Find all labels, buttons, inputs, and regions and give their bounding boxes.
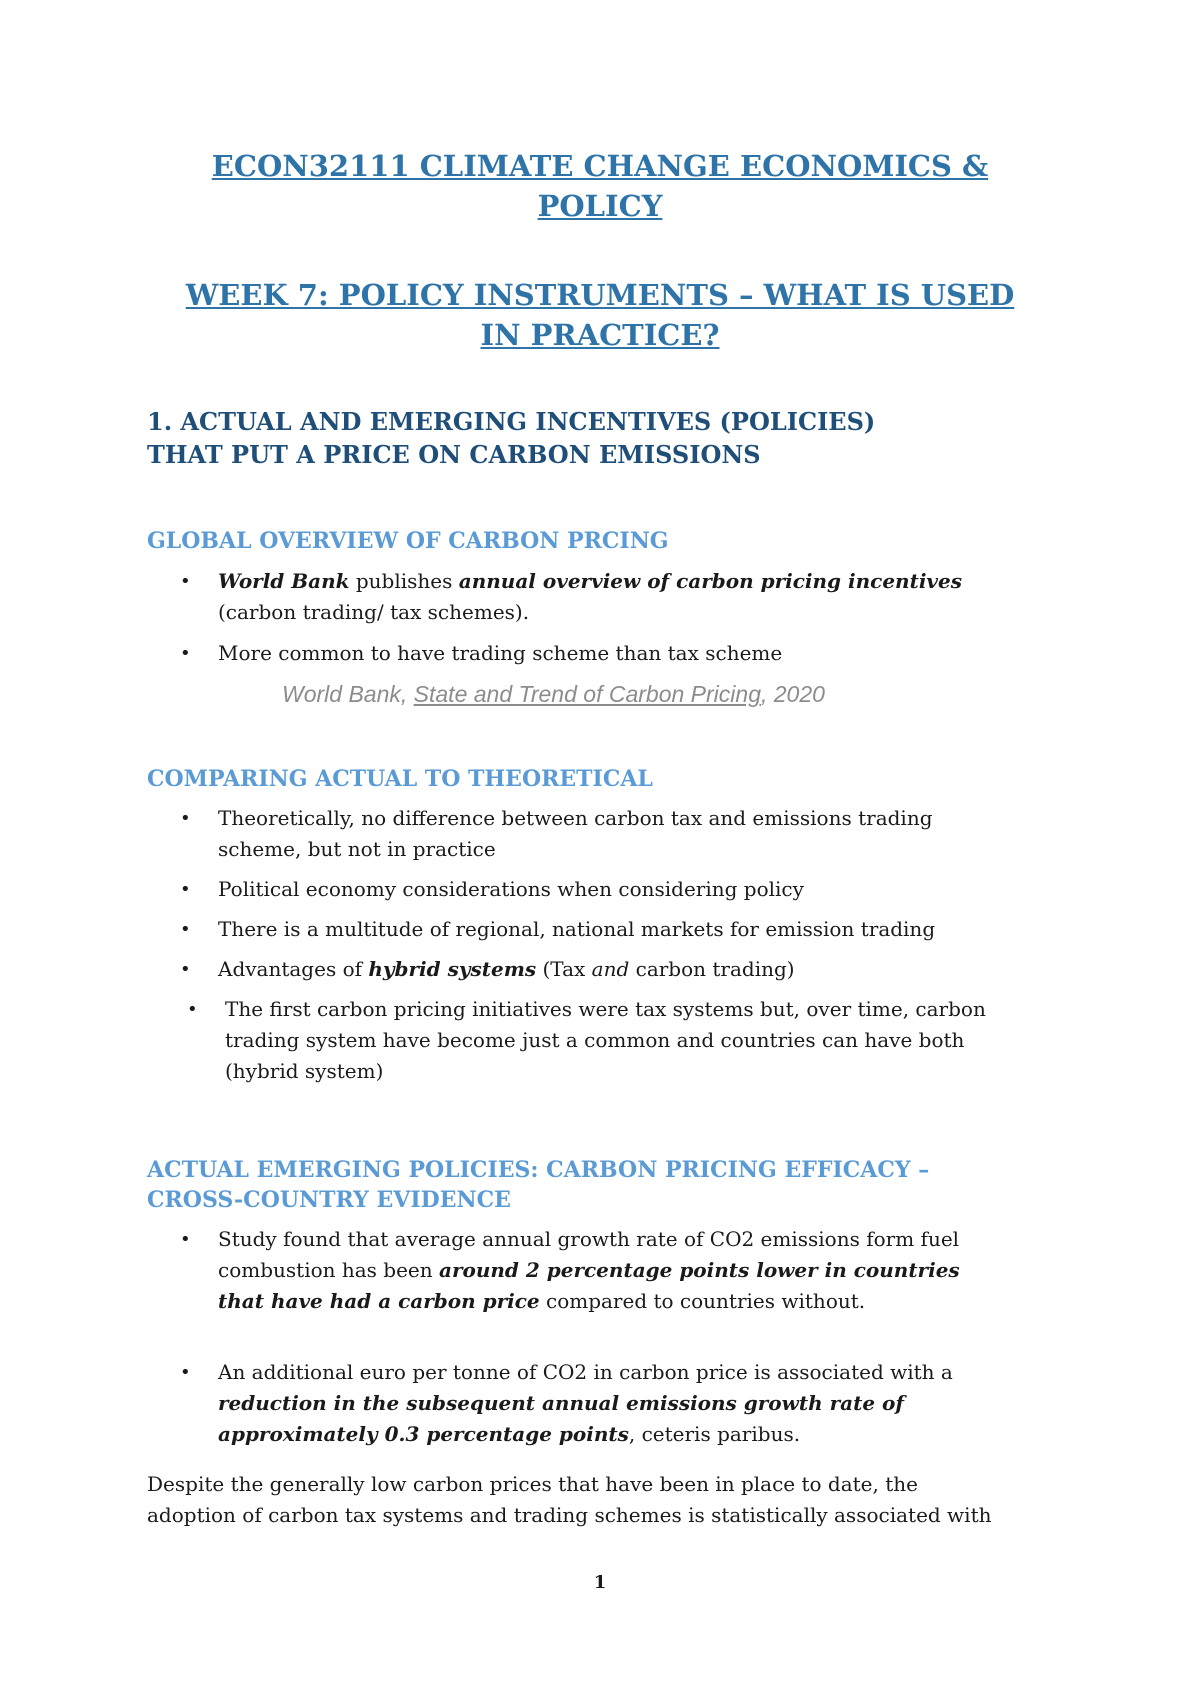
list-text: (Tax [536,957,592,981]
list-text: There is a multitude of regional, national markets for emission trading [218,917,936,941]
week-title [140,275,1060,355]
finding-bold: that have had a carbon price [218,1289,540,1313]
world-bank-bold: World Bank [218,569,350,593]
finding-bold: approximately 0.3 percentage points [218,1422,629,1446]
list-text: combustion has been [218,1258,440,1282]
week-title-line2: IN PRACTICE? [480,318,720,352]
list-text: trading system have become just a common and countries can have both [225,1028,965,1052]
comparing-list [0,803,1200,1087]
list-text: compared to countries without. [539,1289,866,1313]
paragraph-line1: Despite the generally low carbon prices that have been in place to date, the [147,1472,918,1496]
list-text: (hybrid system) [225,1059,384,1083]
bullet-icon: • [180,959,191,980]
list-text: Theoretically, no difference between carbon tax and emissions trading [218,806,933,830]
efficacy-heading-line1: ACTUAL EMERGING POLICIES: CARBON PRICING EFFICACY – [147,1157,930,1183]
bullet-icon: • [180,1229,191,1250]
citation-suffix: , 2020 [760,681,825,707]
list-item [0,638,1058,669]
list-text: The first carbon pricing initiatives were tax systems but, over time, carbon [225,997,986,1021]
efficacy-list [0,1224,1200,1450]
section-1-heading-line1: 1. ACTUAL AND EMERGING INCENTIVES (POLICIES) [147,407,876,436]
list-item [0,874,1058,905]
bullet-icon: • [180,879,191,900]
list-text: , ceteris paribus. [628,1422,801,1446]
bullet-icon: • [187,999,198,1020]
bullet-icon: • [180,571,191,592]
annual-overview-bold: annual overview of carbon pricing incentives [458,569,963,593]
list-text: Advantages of [218,957,369,981]
paragraph-line2: adoption of carbon tax systems and trading schemes is statistically associated with [147,1503,992,1527]
bullet-icon: • [180,643,191,664]
efficacy-heading [147,1155,1077,1215]
body-paragraph [147,1469,1067,1531]
citation-prefix: World Bank, [282,681,414,707]
list-text: (carbon trading/ tax schemes). [218,600,530,624]
bullet-icon: • [180,808,191,829]
list-text: Political economy considerations when considering policy [218,877,804,901]
list-item [0,914,1058,945]
list-text: scheme, but not in practice [218,837,496,861]
list-item [0,1357,1058,1450]
citation-link[interactable]: State and Trend of Carbon Pricing [413,681,761,707]
hybrid-systems-bold: hybrid systems [368,957,537,981]
page-number: 1 [593,1572,607,1593]
list-item [0,954,1058,985]
and-italic: and [591,957,630,981]
list-item [0,566,1058,628]
list-text: carbon trading) [629,957,795,981]
course-title-line1: ECON32111 CLIMATE CHANGE ECONOMICS & [211,149,989,183]
list-text: An additional euro per tonne of CO2 in carbon price is associated with a [218,1360,953,1384]
course-title-line2: POLICY [537,189,663,223]
list-item [0,803,1058,865]
list-item [0,1224,1058,1317]
list-text: publishes [349,569,459,593]
bullet-icon: • [180,1362,191,1383]
list-item [0,994,1065,1087]
finding-bold: around 2 percentage points lower in countries [439,1258,960,1282]
global-overview-list [0,566,1200,669]
bullet-icon: • [180,919,191,940]
section-1-heading [147,405,1067,471]
citation [282,678,825,710]
list-text: More common to have trading scheme than tax scheme [218,641,783,665]
section-1-heading-line2: THAT PUT A PRICE ON CARBON EMISSIONS [147,440,761,469]
comparing-heading: COMPARING ACTUAL TO THEORETICAL [147,766,653,792]
finding-bold: reduction in the subsequent annual emissions growth rate of [218,1391,904,1415]
course-title [140,146,1060,226]
global-overview-heading: GLOBAL OVERVIEW OF CARBON PRCING [147,528,669,554]
week-title-line1: WEEK 7: POLICY INSTRUMENTS – WHAT IS USED [185,278,1015,312]
list-text: Study found that average annual growth rate of CO2 emissions form fuel [218,1227,960,1251]
efficacy-heading-line2: CROSS-COUNTRY EVIDENCE [147,1187,511,1213]
